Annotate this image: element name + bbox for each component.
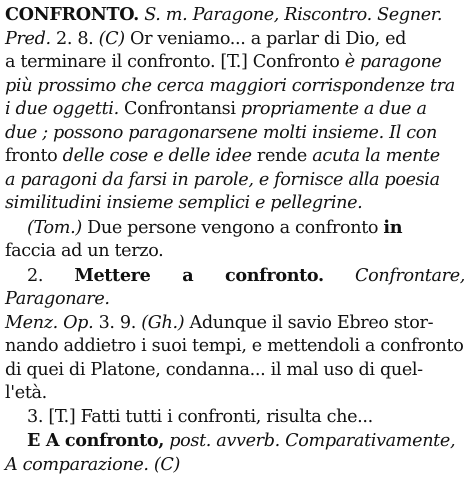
text-run: fronto (5, 146, 63, 166)
text-run: Menz. Op. (5, 312, 94, 333)
text-run: post. avverb. Comparativamente, (164, 431, 456, 451)
text-run: acuta la mente (312, 146, 440, 166)
text-run: Mettere a confronto. (74, 264, 324, 286)
text-run: Or veniamo... a parlar di Dio, ed (124, 28, 407, 49)
text-run: due ; possono paragonarsene molti insieme. Il con (5, 122, 437, 143)
text-run: Confrontansi (118, 99, 241, 119)
text-run: 2. 8. (50, 28, 99, 49)
text-run: CONFRONTO. (5, 4, 139, 25)
text-run: (C) (153, 454, 181, 475)
text-run: a terminare il confronto. [T.] Confronto (5, 52, 345, 72)
text-run: similitudini insieme semplici e pellegrine. (5, 193, 363, 213)
text-run: a paragoni da farsi in parole, e fornisce alla poesia (5, 169, 440, 190)
text-run: Due persone vengono a confronto (81, 217, 384, 238)
text-run: propriamente a due a (240, 99, 427, 119)
entry-sense-2-paragraph (5, 264, 465, 406)
text-run: Adunque il savio Ebreo stor- (184, 312, 434, 333)
entry-example-paragraph (5, 216, 465, 264)
text-run: (C) (98, 28, 125, 49)
text-run: di quei di Platone, condanna... il mal uso di quel- (5, 359, 423, 380)
text-run: Confrontare, Paragonare. (5, 265, 466, 309)
text-run: S. m. Paragone, Riscontro. Segner. (138, 5, 443, 25)
text-run: è paragone (344, 52, 442, 72)
text-run: in (383, 216, 403, 238)
text-run: delle cose e delle idee (62, 146, 252, 166)
text-run: (Tom.) (27, 217, 82, 238)
text-run: E A confronto, (27, 430, 165, 451)
entry-sense-3-paragraph (5, 406, 465, 430)
text-run: 3. 9. (93, 312, 142, 333)
text-run: faccia ad un terzo. (5, 241, 164, 261)
text-run: 3. [T.] Fatti tutti i confronti, risulta che... (27, 406, 373, 427)
entry-definition-paragraph (5, 3, 465, 216)
text-run: nando addietro i suoi tempi, e mettendoli a confronto (5, 336, 464, 356)
text-run: più prossimo che cerca maggiori corrispondenze tra (5, 75, 455, 96)
text-run: A comparazione. (5, 454, 149, 475)
text-run: (Gh.) (141, 312, 185, 333)
text-run: Pred. (5, 28, 51, 49)
text-run: rende (251, 146, 313, 166)
text-run: i due oggetti. (5, 99, 119, 119)
entry-adverbial-paragraph (5, 429, 465, 477)
text-run: 2. (27, 265, 75, 286)
text-run: l'età. (5, 383, 47, 403)
